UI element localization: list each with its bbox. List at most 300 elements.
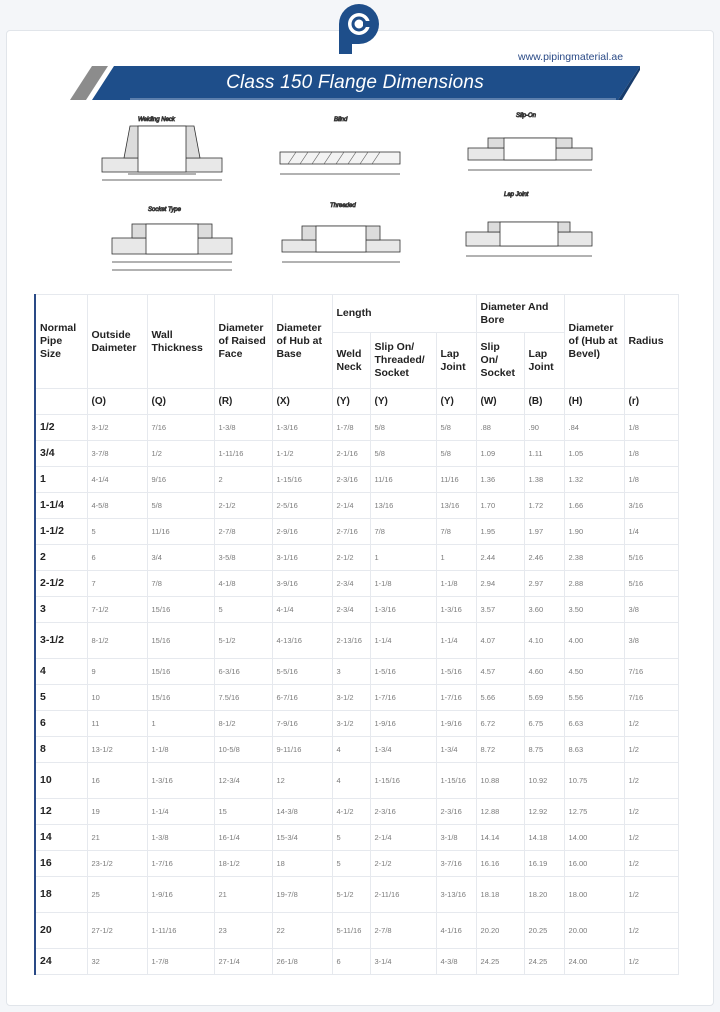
table-cell: 14-3/8 — [272, 799, 332, 825]
pipe-size-cell: 3/4 — [35, 441, 87, 467]
table-cell: 3-5/8 — [214, 545, 272, 571]
table-cell: 2.44 — [476, 545, 524, 571]
table-cell: 6.63 — [564, 711, 624, 737]
symbol-cell: (H) — [564, 389, 624, 415]
table-cell: 5.66 — [476, 685, 524, 711]
table-cell: 2-1/16 — [332, 441, 370, 467]
pipe-size-cell: 4 — [35, 659, 87, 685]
table-cell: 12.92 — [524, 799, 564, 825]
table-cell: 8.72 — [476, 737, 524, 763]
table-cell: 4.07 — [476, 623, 524, 659]
table-cell: 1.72 — [524, 493, 564, 519]
table-cell: 7-9/16 — [272, 711, 332, 737]
table-cell: 3/4 — [147, 545, 214, 571]
table-cell: 6.75 — [524, 711, 564, 737]
pipe-size-cell: 1-1/4 — [35, 493, 87, 519]
table-cell: 2-3/16 — [332, 467, 370, 493]
table-cell: 2-3/4 — [332, 597, 370, 623]
table-row — [35, 571, 678, 597]
header-raised-face: Diameter of Raised Face — [214, 295, 272, 389]
table-cell: 10.75 — [564, 763, 624, 799]
table-cell: 5 — [87, 519, 147, 545]
table-cell: 5-11/16 — [332, 913, 370, 949]
table-cell: 5/8 — [147, 493, 214, 519]
socket-type-label: Socket Type — [148, 207, 181, 213]
table-cell: 5/8 — [370, 415, 436, 441]
table-cell: 3 — [332, 659, 370, 685]
table-cell: 20.00 — [564, 913, 624, 949]
table-cell: 3-1/2 — [332, 711, 370, 737]
table-cell: 1-1/8 — [370, 571, 436, 597]
table-cell: 3-1/4 — [370, 949, 436, 975]
table-cell: 19 — [87, 799, 147, 825]
table-cell: 10.88 — [476, 763, 524, 799]
table-cell: 2-1/2 — [332, 545, 370, 571]
table-row — [35, 851, 678, 877]
table-cell: 1-15/16 — [436, 763, 476, 799]
table-cell: 4 — [332, 737, 370, 763]
table-cell: 1-3/8 — [147, 825, 214, 851]
table-cell: 24.25 — [476, 949, 524, 975]
header-wall-thickness: Wall Thickness — [147, 295, 214, 389]
table-cell: 15/16 — [147, 685, 214, 711]
pipe-size-cell: 2 — [35, 545, 87, 571]
table-cell: 4 — [332, 763, 370, 799]
table-cell: 2-11/16 — [370, 877, 436, 913]
table-cell: 12-3/4 — [214, 763, 272, 799]
table-cell: 23-1/2 — [87, 851, 147, 877]
header-weld-neck: Weld Neck — [332, 333, 370, 389]
symbol-cell: (Y) — [370, 389, 436, 415]
table-cell: 1.38 — [524, 467, 564, 493]
table-cell: 5 — [332, 851, 370, 877]
slip-on-label: Slip-On — [516, 113, 537, 119]
table-cell: 2.38 — [564, 545, 624, 571]
table-cell: 16-1/4 — [214, 825, 272, 851]
flange-dimensions-table — [34, 294, 677, 975]
table-cell: 4-5/8 — [87, 493, 147, 519]
table-cell: 1-7/16 — [147, 851, 214, 877]
table-cell: 1/2 — [624, 763, 678, 799]
symbol-cell: (R) — [214, 389, 272, 415]
table-cell: 2-3/16 — [370, 799, 436, 825]
table-cell: 3-13/16 — [436, 877, 476, 913]
table-cell: 9-11/16 — [272, 737, 332, 763]
table-cell: 1.05 — [564, 441, 624, 467]
table-cell: 3-1/8 — [436, 825, 476, 851]
table-cell: 2-1/4 — [370, 825, 436, 851]
table-row — [35, 415, 678, 441]
table-cell: 1/2 — [624, 877, 678, 913]
table-cell: 1.97 — [524, 519, 564, 545]
table-cell: 15/16 — [147, 597, 214, 623]
pipe-size-cell: 3-1/2 — [35, 623, 87, 659]
table-cell: 2.94 — [476, 571, 524, 597]
table-row — [35, 493, 678, 519]
table-cell: 1-11/16 — [147, 913, 214, 949]
table-cell: 6 — [87, 545, 147, 571]
table-cell: 4-1/4 — [272, 597, 332, 623]
table-cell: 9 — [87, 659, 147, 685]
table-cell: 13/16 — [436, 493, 476, 519]
table-cell: 18.00 — [564, 877, 624, 913]
pipe-size-cell: 24 — [35, 949, 87, 975]
table-cell: 7/16 — [624, 659, 678, 685]
header-hub-base: Diameter of Hub at Base — [272, 295, 332, 389]
table-cell: 3-1/2 — [87, 415, 147, 441]
table-cell: 11/16 — [370, 467, 436, 493]
table-cell: 4-3/8 — [436, 949, 476, 975]
table-cell: 22 — [272, 913, 332, 949]
table-cell: 1/2 — [624, 949, 678, 975]
table-cell: 6-3/16 — [214, 659, 272, 685]
table-cell: 1-1/8 — [147, 737, 214, 763]
weld-neck-diagram — [102, 117, 222, 180]
table-cell: 4-13/16 — [272, 623, 332, 659]
table-cell: 1-7/8 — [332, 415, 370, 441]
table-cell: 12 — [272, 763, 332, 799]
table-cell: 1-3/16 — [147, 763, 214, 799]
table-row — [35, 913, 678, 949]
symbol-cell: (Y) — [332, 389, 370, 415]
table-cell: 1/8 — [624, 441, 678, 467]
table-cell: 24.25 — [524, 949, 564, 975]
table-cell: 8-1/2 — [214, 711, 272, 737]
table-cell: 1/2 — [624, 799, 678, 825]
table-cell: 1.09 — [476, 441, 524, 467]
table-cell: 1-7/8 — [147, 949, 214, 975]
table-cell: 1 — [370, 545, 436, 571]
table-cell: 21 — [214, 877, 272, 913]
table-cell: .88 — [476, 415, 524, 441]
table-cell: 1.66 — [564, 493, 624, 519]
table-cell: 2-1/2 — [370, 851, 436, 877]
table-cell: 5-1/2 — [214, 623, 272, 659]
table-cell: 1-9/16 — [436, 711, 476, 737]
table-cell: 5/8 — [436, 415, 476, 441]
table-cell: 4-1/16 — [436, 913, 476, 949]
table-cell: 1/2 — [624, 913, 678, 949]
table-cell: 7 — [87, 571, 147, 597]
table-cell: 2-7/16 — [332, 519, 370, 545]
table-cell: 4.10 — [524, 623, 564, 659]
table-cell: 5.56 — [564, 685, 624, 711]
table-cell: 7/8 — [436, 519, 476, 545]
table-cell: 1.70 — [476, 493, 524, 519]
table-cell: 2-1/2 — [214, 493, 272, 519]
blind-diagram — [280, 117, 400, 174]
table-cell: 4-1/2 — [332, 799, 370, 825]
piping-material-logo — [334, 2, 384, 56]
table-cell: 1-9/16 — [370, 711, 436, 737]
pipe-size-cell: 6 — [35, 711, 87, 737]
table-row — [35, 877, 678, 913]
header-bore: Diameter And Bore — [476, 295, 564, 333]
table-cell: 18-1/2 — [214, 851, 272, 877]
table-cell: 2.46 — [524, 545, 564, 571]
table-cell: 1/2 — [147, 441, 214, 467]
table-cell: 15/16 — [147, 623, 214, 659]
table-cell: 2.88 — [564, 571, 624, 597]
table-row — [35, 545, 678, 571]
table-cell: 8.63 — [564, 737, 624, 763]
table-cell: 9/16 — [147, 467, 214, 493]
pipe-size-cell: 1 — [35, 467, 87, 493]
table-cell: 7/16 — [147, 415, 214, 441]
table-cell: 1.32 — [564, 467, 624, 493]
table-cell: 13-1/2 — [87, 737, 147, 763]
table-cell: 1-7/16 — [370, 685, 436, 711]
table-cell: 11 — [87, 711, 147, 737]
symbol-cell: (O) — [87, 389, 147, 415]
blind-label: Blind — [334, 117, 348, 123]
socket-type-diagram — [112, 207, 232, 270]
table-cell: 27-1/4 — [214, 949, 272, 975]
table-cell: 8.75 — [524, 737, 564, 763]
threaded-label: Threaded — [330, 203, 356, 209]
table-cell: 5/16 — [624, 571, 678, 597]
table-cell: 1-3/16 — [436, 597, 476, 623]
table-cell: 1-1/4 — [147, 799, 214, 825]
table-cell: 16 — [87, 763, 147, 799]
table-cell: 3.60 — [524, 597, 564, 623]
table-cell: 7.5/16 — [214, 685, 272, 711]
table-row — [35, 467, 678, 493]
threaded-diagram — [282, 203, 400, 262]
table-cell: 26-1/8 — [272, 949, 332, 975]
table-row — [35, 949, 678, 975]
symbol-cell: (X) — [272, 389, 332, 415]
table-cell: .84 — [564, 415, 624, 441]
symbol-cell: (Y) — [436, 389, 476, 415]
table-cell: 10 — [87, 685, 147, 711]
table-cell: 12.75 — [564, 799, 624, 825]
table-cell: 1-3/16 — [272, 415, 332, 441]
lap-joint-diagram — [466, 192, 592, 256]
header-bore-lap-joint: Lap Joint — [524, 333, 564, 389]
table-cell: 1-7/16 — [436, 685, 476, 711]
table-cell: 2 — [214, 467, 272, 493]
table-cell: 7/8 — [370, 519, 436, 545]
pipe-size-cell: 14 — [35, 825, 87, 851]
table-cell: 1.36 — [476, 467, 524, 493]
table-cell: 1-3/4 — [370, 737, 436, 763]
symbol-cell: (W) — [476, 389, 524, 415]
table-cell: 5/16 — [624, 545, 678, 571]
table-cell: 1.11 — [524, 441, 564, 467]
table-cell: 4.60 — [524, 659, 564, 685]
table-body — [35, 415, 678, 975]
table-cell: 2-9/16 — [272, 519, 332, 545]
table-cell: 1-1/2 — [272, 441, 332, 467]
pipe-size-cell: 8 — [35, 737, 87, 763]
table-cell: 3/16 — [624, 493, 678, 519]
symbol-cell: (r) — [624, 389, 678, 415]
lap-joint-label: Lap Joint — [504, 192, 529, 198]
table-cell: 23 — [214, 913, 272, 949]
table-cell: 18 — [272, 851, 332, 877]
table-cell: 1-1/4 — [370, 623, 436, 659]
table-cell: 5/8 — [436, 441, 476, 467]
header-hub-bevel: Diameter of (Hub at Bevel) — [564, 295, 624, 389]
table-cell: 21 — [87, 825, 147, 851]
table-cell: 3-7/16 — [436, 851, 476, 877]
pipe-size-cell: 1/2 — [35, 415, 87, 441]
table-cell: 1-15/16 — [370, 763, 436, 799]
pipe-size-cell: 16 — [35, 851, 87, 877]
pipe-size-cell: 2-1/2 — [35, 571, 87, 597]
table-cell: 1-5/16 — [370, 659, 436, 685]
table-cell: 24.00 — [564, 949, 624, 975]
table-cell: 3.57 — [476, 597, 524, 623]
table-cell: 2-3/4 — [332, 571, 370, 597]
table-cell: .90 — [524, 415, 564, 441]
pipe-size-cell: 18 — [35, 877, 87, 913]
pipe-size-cell: 1-1/2 — [35, 519, 87, 545]
table-cell: 1/2 — [624, 825, 678, 851]
table-row — [35, 659, 678, 685]
table-cell: 14.18 — [524, 825, 564, 851]
website-url[interactable]: www.pipingmaterial.ae — [518, 51, 624, 63]
table-row — [35, 519, 678, 545]
table-cell: 4.00 — [564, 623, 624, 659]
header-radius: Radius — [624, 295, 678, 389]
table-cell: 6-7/16 — [272, 685, 332, 711]
table-cell: 1/2 — [624, 737, 678, 763]
table-cell: 11/16 — [436, 467, 476, 493]
table-cell: 16.16 — [476, 851, 524, 877]
table-cell: 3-1/2 — [332, 685, 370, 711]
weld-neck-label: Welding Neck — [138, 117, 175, 123]
pipe-size-cell: 5 — [35, 685, 87, 711]
table-cell: 20.25 — [524, 913, 564, 949]
table-cell: 15-3/4 — [272, 825, 332, 851]
table-cell: 7/16 — [624, 685, 678, 711]
table-cell: 4.50 — [564, 659, 624, 685]
table-row — [35, 711, 678, 737]
table-cell: 32 — [87, 949, 147, 975]
pipe-size-cell: 20 — [35, 913, 87, 949]
table-cell: 16.00 — [564, 851, 624, 877]
table-cell: 3.50 — [564, 597, 624, 623]
table-cell: 2-3/16 — [436, 799, 476, 825]
table-cell: 6 — [332, 949, 370, 975]
table-cell: 25 — [87, 877, 147, 913]
table-cell: 5-1/2 — [332, 877, 370, 913]
flange-diagrams — [92, 112, 628, 292]
table-cell: 4-1/4 — [87, 467, 147, 493]
table-cell: 7-1/2 — [87, 597, 147, 623]
header-slip-on-length: Slip On/ Threaded/ Socket — [370, 333, 436, 389]
table-cell: 18.18 — [476, 877, 524, 913]
table-cell: 1/8 — [624, 467, 678, 493]
table-cell: 1-3/4 — [436, 737, 476, 763]
table-row — [35, 623, 678, 659]
table-row — [35, 685, 678, 711]
table-cell: 5 — [214, 597, 272, 623]
slip-on-diagram — [468, 113, 592, 170]
table-cell: 1-3/8 — [214, 415, 272, 441]
table-cell: 19-7/8 — [272, 877, 332, 913]
table-cell: 1/2 — [624, 851, 678, 877]
table-cell: 12.88 — [476, 799, 524, 825]
table-cell: 1-9/16 — [147, 877, 214, 913]
table-cell: 7/8 — [147, 571, 214, 597]
table-row — [35, 441, 678, 467]
table-cell: 8-1/2 — [87, 623, 147, 659]
table-cell: 6.72 — [476, 711, 524, 737]
symbol-cell: (B) — [524, 389, 564, 415]
table-row — [35, 799, 678, 825]
page-title: Class 150 Flange Dimensions — [226, 72, 484, 93]
table-cell: 1 — [436, 545, 476, 571]
table-cell: 27-1/2 — [87, 913, 147, 949]
table-cell: 10.92 — [524, 763, 564, 799]
table-cell: 1-1/4 — [436, 623, 476, 659]
table-cell: 2-1/4 — [332, 493, 370, 519]
table-cell: 11/16 — [147, 519, 214, 545]
header-outside-diameter: Outside Daimeter — [87, 295, 147, 389]
table-cell: 3/8 — [624, 623, 678, 659]
table-cell: 1/4 — [624, 519, 678, 545]
table-cell: 1.90 — [564, 519, 624, 545]
table-row — [35, 597, 678, 623]
table-cell: 14.00 — [564, 825, 624, 851]
table-row — [35, 763, 678, 799]
header-length: Length — [332, 295, 476, 333]
table-row — [35, 737, 678, 763]
table-cell: 3-1/16 — [272, 545, 332, 571]
header-lap-joint-length: Lap Joint — [436, 333, 476, 389]
pipe-size-cell: 3 — [35, 597, 87, 623]
table-cell: 3-9/16 — [272, 571, 332, 597]
table-cell: 1-1/8 — [436, 571, 476, 597]
table-cell: 1/8 — [624, 415, 678, 441]
table-cell: 1 — [147, 711, 214, 737]
table-cell: 3/8 — [624, 597, 678, 623]
table-cell: 2-5/16 — [272, 493, 332, 519]
symbols-row — [35, 389, 678, 415]
table-cell: 15 — [214, 799, 272, 825]
table-cell: 2.97 — [524, 571, 564, 597]
table-cell: 1/2 — [624, 711, 678, 737]
pipe-size-cell: 10 — [35, 763, 87, 799]
table-cell: 1-15/16 — [272, 467, 332, 493]
table-cell: 2-7/8 — [370, 913, 436, 949]
table-cell: 3-7/8 — [87, 441, 147, 467]
table-cell: 4.57 — [476, 659, 524, 685]
table-cell: 5.69 — [524, 685, 564, 711]
table-cell: 1-3/16 — [370, 597, 436, 623]
table-cell: 5-5/16 — [272, 659, 332, 685]
table-row — [35, 825, 678, 851]
table-cell: 1-11/16 — [214, 441, 272, 467]
header-bore-slip-on: Slip On/ Socket — [476, 333, 524, 389]
table-cell: 10-5/8 — [214, 737, 272, 763]
table-cell: 18.20 — [524, 877, 564, 913]
table-cell: 20.20 — [476, 913, 524, 949]
table-cell: 16.19 — [524, 851, 564, 877]
table-cell: 1.95 — [476, 519, 524, 545]
pipe-size-cell: 12 — [35, 799, 87, 825]
table-cell: 4-1/8 — [214, 571, 272, 597]
table-cell: 13/16 — [370, 493, 436, 519]
table-cell: 2-13/16 — [332, 623, 370, 659]
table-cell: 2-7/8 — [214, 519, 272, 545]
table-cell: 14.14 — [476, 825, 524, 851]
header-nps: Normal Pipe Size — [35, 295, 87, 389]
table-cell: 5 — [332, 825, 370, 851]
